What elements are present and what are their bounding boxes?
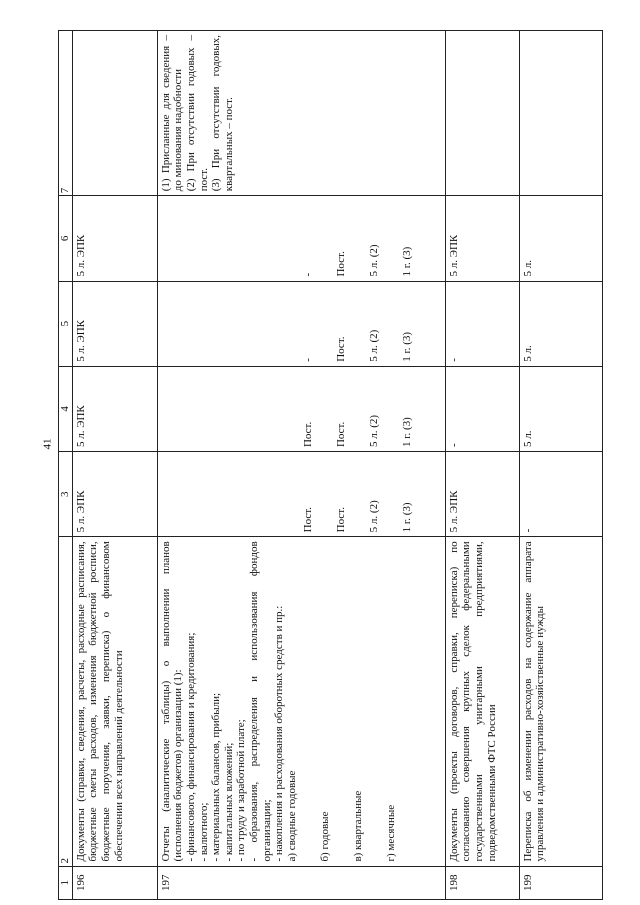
cell-col-5: 5 л. ЭПК <box>72 281 157 366</box>
cell-col-6: 5 л. <box>519 196 602 281</box>
sub-value: 1 г. (3) <box>400 246 413 277</box>
row-number: 199 <box>519 866 602 899</box>
sub-item-label: в) квартальные <box>352 790 365 862</box>
row-number: 196 <box>72 866 157 899</box>
desc-line: - финансового, финансирования и кредитования; <box>184 632 197 862</box>
cell-col-3: - <box>519 452 602 537</box>
records-table <box>58 30 603 900</box>
cell-col-6: 5 л. ЭПК <box>445 196 519 281</box>
desc-line: - накопления и расходования оборотных средств и пр.: <box>273 605 286 862</box>
cell-col-5: 5 л. <box>519 281 602 366</box>
sub-item-label: б) годовые <box>319 811 332 862</box>
row-description <box>157 537 445 866</box>
cell-col-4: 5 л. ЭПК <box>72 366 157 451</box>
desc-line: - по труду и заработной плате; <box>235 719 248 862</box>
header-row <box>59 31 73 900</box>
row-description: Документы (справки, сведения, расчеты, расходные расписания, бюджетные сметы расходов, изменения бюджетной росписи, бюджетные поручения, заявки, переписка) о финансовом обеспечении всех направлений деятельности <box>72 537 157 866</box>
header-col-2: 2 <box>59 537 73 866</box>
sub-value: Пост. <box>301 506 314 533</box>
cell-col-7 <box>519 31 602 196</box>
cell-col-4 <box>157 366 445 451</box>
table-row <box>519 31 602 900</box>
cell-col-5 <box>157 281 445 366</box>
sub-value: Пост. <box>334 336 347 362</box>
desc-line: - материальных балансов, прибыли; <box>210 692 223 862</box>
sub-value: Пост. <box>301 421 314 448</box>
sub-item-label: а) сводные годовые <box>286 770 299 862</box>
header-col-5: 5 <box>59 281 73 366</box>
sub-value: - <box>301 272 314 277</box>
header-col-3: 3 <box>59 452 73 537</box>
row-number: 198 <box>445 866 519 899</box>
header-col-4: 4 <box>59 366 73 451</box>
sub-item-label: г) месячные <box>385 804 398 862</box>
row-description: Переписка об изменении расходов на содержание аппарата управления и административно-хозяйственные нужды <box>519 537 602 866</box>
cell-col-4: 5 л. <box>519 366 602 451</box>
sub-value: - <box>301 358 314 362</box>
cell-col-5: - <box>445 281 519 366</box>
cell-col-3: 5 л. ЭПК <box>445 452 519 537</box>
sub-value: 1 г. (3) <box>400 331 413 362</box>
cell-col-7 <box>72 31 157 196</box>
sub-value: 1 г. (3) <box>400 417 413 448</box>
sub-value: 5 л. (2) <box>367 414 380 448</box>
table-container <box>58 30 603 900</box>
table-row <box>157 31 445 900</box>
header-col-6: 6 <box>59 196 73 281</box>
sub-value: Пост. <box>334 421 347 448</box>
desc-line: - образования, распределения и использования фондов организации; <box>248 541 273 862</box>
desc-line: - валютного; <box>197 802 210 862</box>
cell-col-7 <box>445 31 519 196</box>
cell-col-6: 5 л. ЭПК <box>72 196 157 281</box>
cell-col-4: - <box>445 366 519 451</box>
row-description: Документы (проекты договоров, справки, переписка) по согласованию совершения крупных сделок федеральными государственными унитарными предприятиями, подведомственными ФТС России <box>445 537 519 866</box>
header-col-7: 7 <box>59 31 73 196</box>
note-line: (3) При отсутствии годовых, квартальных – пост. <box>210 35 235 192</box>
sub-value: 5 л. (2) <box>367 244 380 277</box>
cell-col-6 <box>157 196 445 281</box>
note-line: (1) Присланные для сведения – до минования надобности <box>159 35 185 192</box>
cell-col-3: 5 л. ЭПК <box>72 452 157 537</box>
header-col-1: 1 <box>59 866 73 899</box>
page-number: 41 <box>41 438 54 450</box>
sub-value: Пост. <box>334 251 347 277</box>
table-row <box>445 31 519 900</box>
cell-col-7-notes <box>157 31 445 196</box>
table-row <box>72 31 157 900</box>
row-number: 197 <box>157 866 445 899</box>
sub-value: Пост. <box>334 506 347 533</box>
desc-line: - капитальных вложений; <box>222 742 235 862</box>
cell-col-3 <box>157 452 445 537</box>
sub-value: 5 л. (2) <box>367 500 380 533</box>
sub-value: 1 г. (3) <box>400 502 413 533</box>
desc-line: Отчеты (аналитические таблицы) о выполнении планов (исполнения бюджетов) организации (1): <box>159 541 185 862</box>
rotated-page <box>58 30 603 900</box>
sub-value: 5 л. (2) <box>367 329 380 362</box>
note-line: (2) При отсутствии годовых – пост. <box>184 35 210 192</box>
